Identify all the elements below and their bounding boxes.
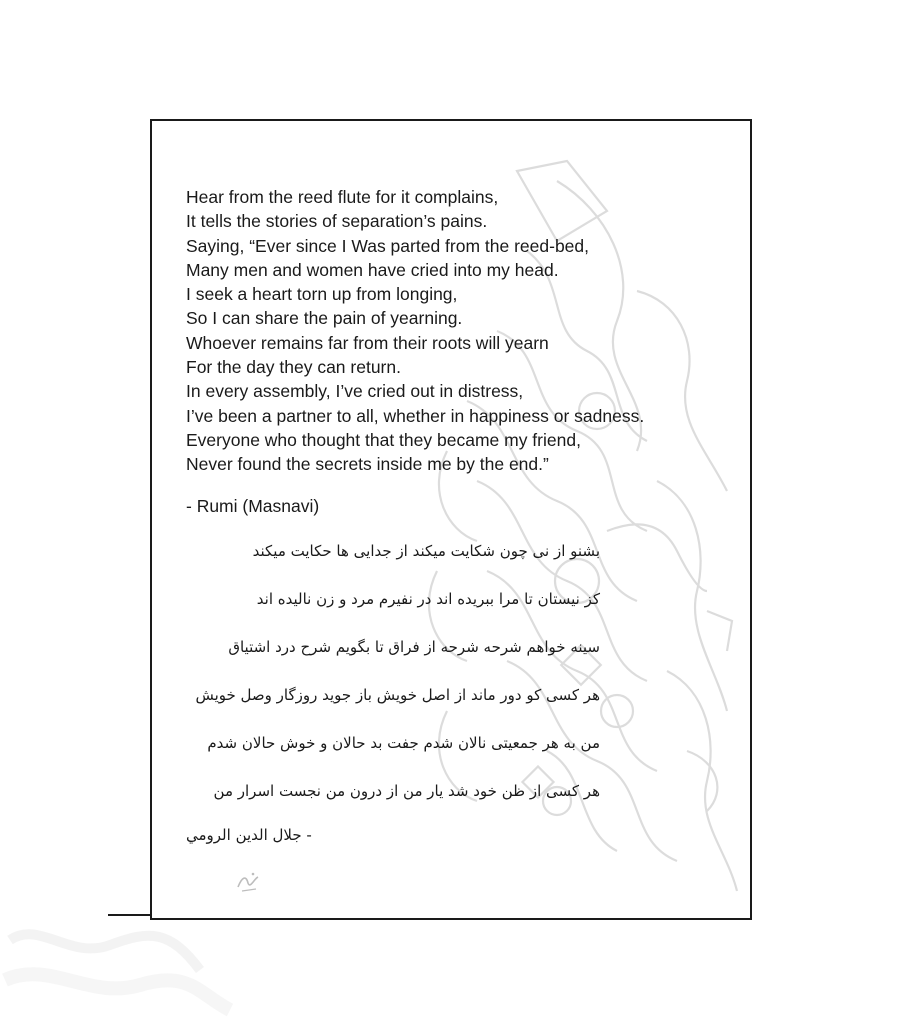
poem-line: Saying, “Ever since I Was parted from the reed-bed, xyxy=(186,235,590,256)
persian-poem xyxy=(180,539,600,827)
english-poem xyxy=(186,185,746,477)
persian-poem-line: کز نیستان تا مرا ببریده اند در نفیرم مرد و زن نالیده اند xyxy=(256,590,600,608)
poem-line: So I can share the pain of yearning. xyxy=(186,308,463,329)
poem-line: Hear from the reed flute for it complains, xyxy=(186,187,499,207)
english-attribution: - Rumi (Masnavi) xyxy=(186,496,320,516)
poem-line: Everyone who thought that they became my friend, xyxy=(186,429,581,450)
poem-line: I seek a heart torn up from longing, xyxy=(186,284,458,305)
persian-poem-line: بشنو از نی چون شکایت میکند از جدایی ها حکایت میکند xyxy=(252,542,600,560)
poem-line: For the day they can return. xyxy=(186,357,401,378)
persian-poem-line: من به هر جمعیتی نالان شدم جفت بد حالان و خوش حالان شدم xyxy=(207,734,600,752)
persian-poem-line: هر کسی از ظن خود شد یار من از درون من نجست اسرار من xyxy=(213,782,600,800)
poem-line: In every assembly, I’ve cried out in distress, xyxy=(186,381,524,402)
poem-line: I’ve been a partner to all, whether in happiness or sadness. xyxy=(186,405,645,426)
poem-frame xyxy=(150,119,752,920)
persian-poem-line: سینه خواهم شرحه شرحه از فراق تا بگویم شرح درد اشتیاق xyxy=(228,638,600,656)
persian-attribution: - جلال الدين الرومي xyxy=(186,826,312,844)
frame-baseline-extension xyxy=(108,914,152,916)
poem-line: Many men and women have cried into my head. xyxy=(186,259,559,280)
signature-mark xyxy=(234,869,264,895)
poem-line: It tells the stories of separation’s pains. xyxy=(186,211,488,232)
persian-poem-line: هر کسی کو دور ماند از اصل خویش باز جوید روزگار وصل خویش xyxy=(195,686,600,704)
poem-line: Whoever remains far from their roots will yearn xyxy=(186,332,549,353)
poem-line: Never found the secrets inside me by the end.” xyxy=(186,454,549,475)
